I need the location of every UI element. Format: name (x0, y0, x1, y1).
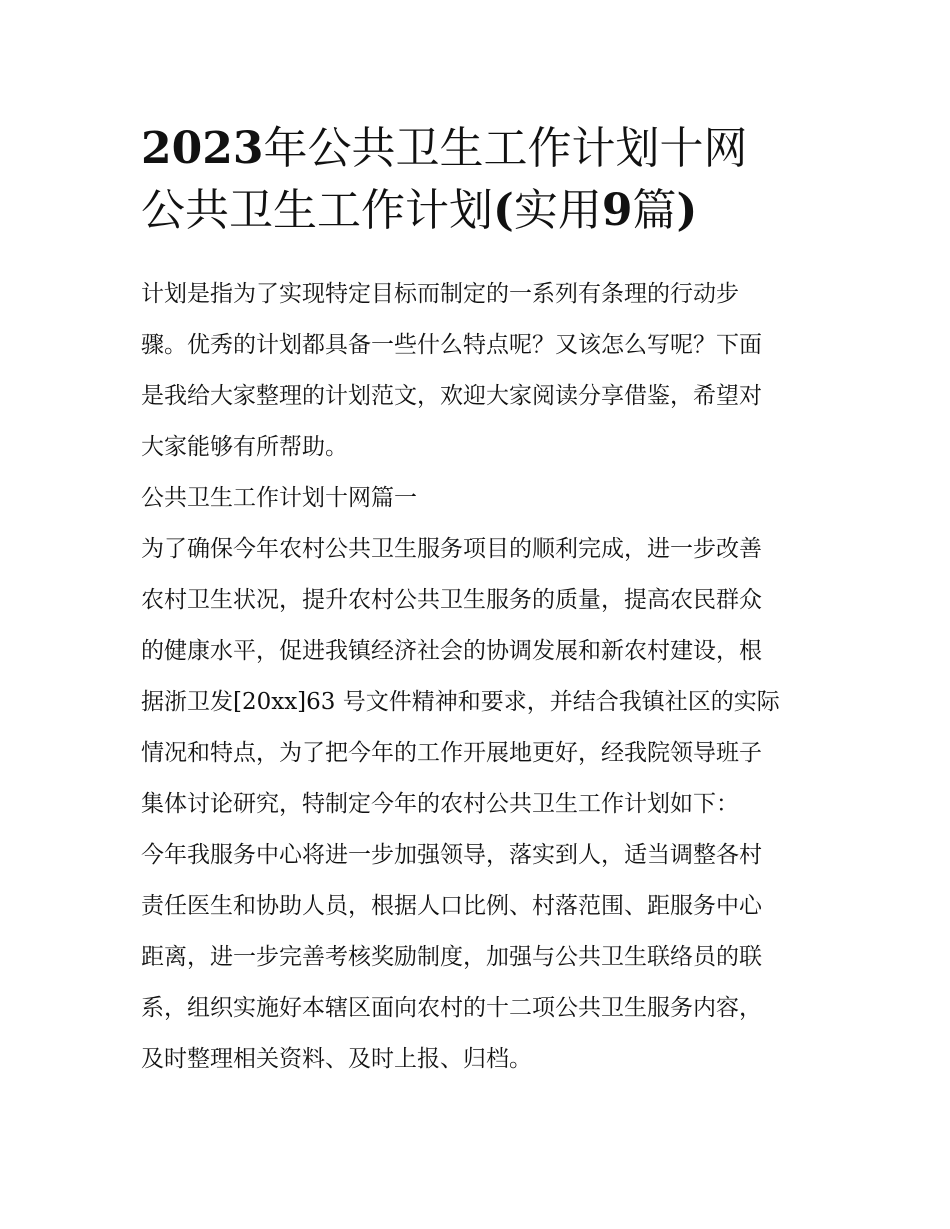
paragraph-line: 系，组织实施好本辖区面向农村的十二项公共卫生服务内容， (141, 995, 762, 1021)
title-line-1-text: 年公共卫生工作计划十网 (263, 123, 748, 174)
title-paren-close: ) (676, 185, 698, 236)
title-paren-open: ( (493, 185, 514, 236)
paragraph-line: 的健康水平，促进我镇经济社会的协调发展和新农村建设，根 (141, 638, 762, 664)
intro-line: 计划是指为了实现特定目标而制定的一系列有条理的行动步 (141, 281, 739, 307)
title-line-2-text-a: 公共卫生工作计划 (141, 185, 493, 236)
document-title (141, 118, 813, 242)
body-paragraph-1 (141, 524, 813, 830)
paragraph-line: 及时整理相关资料、及时上报、归档。 (141, 1046, 532, 1072)
body-paragraph-2 (141, 830, 813, 1085)
paragraph-line: 责任医生和协助人员，根据人口比例、村落范围、距服务中心 (141, 893, 762, 919)
paragraph-line: 据浙卫发[20xx]63 号文件精神和要求，并结合我镇社区的实际 (141, 689, 780, 715)
intro-line: 是我给大家整理的计划范文，欢迎大家阅读分享借鉴，希望对 (141, 383, 762, 409)
title-line-1 (141, 118, 813, 180)
paragraph-line: 农村卫生状况，提升农村公共卫生服务的质量，提高农民群众 (141, 587, 762, 613)
paragraph-line: 情况和特点，为了把今年的工作开展地更好，经我院领导班子 (141, 740, 762, 766)
title-line-2-text-e: 篇 (632, 185, 677, 236)
title-count: 9 (601, 185, 633, 236)
paragraph-line: 今年我服务中心将进一步加强领导，落实到人，适当调整各村 (141, 842, 762, 868)
document-page (141, 118, 813, 1085)
title-line-2 (141, 180, 813, 242)
intro-line: 骤。优秀的计划都具备一些什么特点呢？又该怎么写呢？下面 (141, 332, 762, 358)
intro-line: 大家能够有所帮助。 (141, 434, 348, 460)
section-heading: 公共卫生工作计划十网篇一 (141, 485, 417, 511)
intro-paragraph (141, 269, 813, 473)
paragraph-line: 为了确保今年农村公共卫生服务项目的顺利完成，进一步改善 (141, 536, 762, 562)
title-line-2-text-c: 实用 (513, 185, 602, 236)
paragraph-line: 集体讨论研究，特制定今年的农村公共卫生工作计划如下： (141, 791, 739, 817)
title-year: 2023 (141, 123, 264, 174)
paragraph-line: 距离，进一步完善考核奖励制度，加强与公共卫生联络员的联 (141, 944, 762, 970)
